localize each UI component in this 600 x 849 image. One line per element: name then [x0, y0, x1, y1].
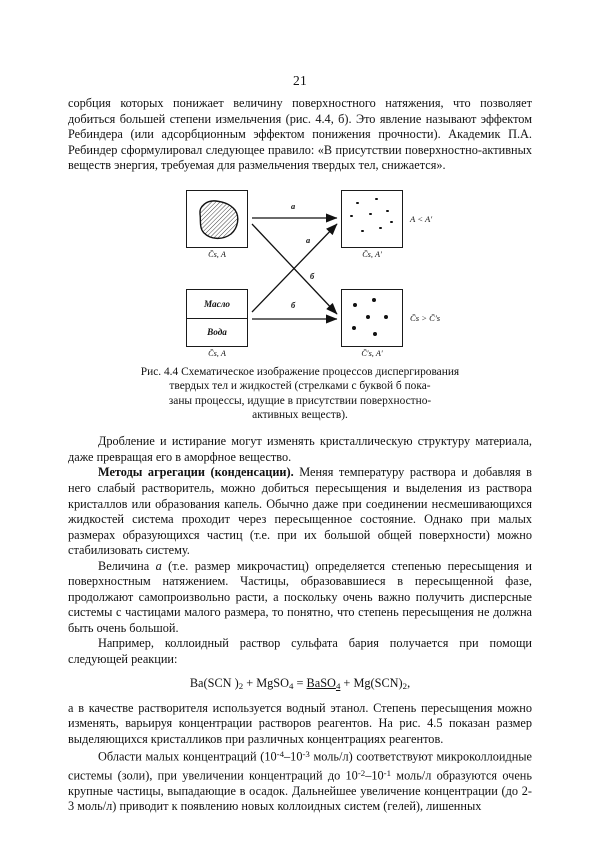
conc-text-d: –10	[365, 768, 384, 783]
figure-4-4	[68, 186, 532, 358]
eq-sub-4: 2	[402, 680, 408, 691]
figure-side-label-top: A < A′	[410, 213, 433, 224]
eq-sub-3: 4	[335, 680, 341, 691]
eq-tail: ,	[407, 675, 411, 690]
conc-sup-3: -2	[357, 767, 366, 778]
figure-box-emulsion	[341, 289, 403, 347]
conc-sup-1: -4	[276, 749, 285, 760]
spacer	[68, 358, 532, 365]
paragraph-concentrations	[68, 747, 532, 815]
aggregation-text: Меняя температуру раствора и добавляя в него слабый растворитель, можно добиться пересыщения и выделения из раствора кристаллов или образования капель. Обычно даже при соединении несмешивающихся жидкостей система проходит через пересыщенное состояние. Однако при малых размерах образующихся частиц (т.е. при их большой общей поверхности) можно стабилизовать систему.	[68, 465, 532, 558]
chemical-equation	[68, 675, 532, 694]
eq-reactant-1: Ba(SCN )	[189, 675, 239, 690]
figure-label-top-right: C̄ѕ, A′	[362, 249, 382, 259]
magnitude-text-b: (т.е. размер микрочастиц) определяется степенью пересыщения и поверхностным натяжением. Частицы, образовавшиеся в пересыщенной фазе, продолжают самопроизвольно расти, а поскольку очень важно получить дисперсные системы с частицами малого размера, то понятно, что степень пересыщения не должна быть очень большой.	[68, 558, 532, 635]
paragraph-magnitude	[68, 559, 532, 637]
caption-line-1: Рис. 4.4 Схематическое изображение процессов диспергирования	[140, 365, 460, 378]
figure-label-bottom-left: C̄ѕ, A	[208, 348, 226, 358]
page-number: 21	[292, 73, 308, 88]
magnitude-text-a: Величина	[98, 558, 156, 573]
arrow-label-top: а	[291, 201, 296, 211]
spacer	[68, 668, 532, 675]
conc-text-a: Области малых концентраций (10	[98, 750, 277, 765]
figure-side-label-bottom: C̄ѕ > C̄′ѕ	[410, 312, 441, 323]
figure-caption	[114, 365, 486, 423]
figure-diagram	[178, 186, 488, 358]
phase-water: Вода	[207, 326, 227, 337]
paragraph-example: Например, коллоидный раствор сульфата бария получается при помощи следующей реакции:	[68, 636, 532, 667]
symbol-a: а	[155, 558, 162, 573]
conc-sup-4: -1	[383, 767, 392, 778]
conc-text-b: –10	[284, 750, 303, 765]
caption-line-4: активных веществ).	[252, 408, 348, 421]
large-dots-group	[342, 290, 402, 346]
spacer	[68, 422, 532, 434]
small-dots-group	[342, 191, 402, 247]
paragraph-aggregation	[68, 465, 532, 558]
page-content	[68, 96, 532, 815]
caption-line-2: твердых тел и жидкостей (стрелками с буквой б пока-	[169, 380, 431, 393]
paragraph-grinding: Дробление и истирание могут изменять кристаллическую структуру материала, даже превращая его в аморфное вещество.	[68, 434, 532, 464]
spacer	[68, 694, 532, 701]
caption-line-3: заны процессы, идущие в присутствии поверхностно-	[168, 394, 432, 407]
figure-box-solid	[186, 190, 248, 248]
arrow-label-bottom: б	[291, 300, 296, 310]
eq-product-precipitate: BaSO	[306, 675, 336, 690]
conc-text-e: моль/л образуются очень крупные частицы, выпадающие в осадок. Дальнейшее увеличение концентрации (до 2-3 моль/л) приводит к появлению новых коллоидных систем (гелей), лишенных	[68, 768, 532, 814]
aggregation-heading: Методы агрегации (конденсации).	[98, 465, 294, 480]
conc-sup-2: -3	[302, 749, 310, 760]
hatched-blob-icon	[194, 198, 242, 242]
paragraph-intro: сорбция которых понижает величину поверхностного натяжения, что позволяет добиться большей степени измельчения (рис. 4.4, б). Это явление называют эффектом Ребиндера (или адсорбционным эффектом понижения прочности). Академик П.А. Ребиндер сформулировал следующее правило: «В присутствии поверхностно-активных веществ энергия, требуемая для размельчения твердых тел, снижается».	[68, 96, 532, 173]
eq-equals: =	[293, 675, 307, 690]
figure-box-dispersed-solid	[341, 190, 403, 248]
phase-oil: Масло	[203, 298, 231, 309]
arrow-label-diag-down: б	[310, 271, 315, 281]
eq-sub-1: 2	[238, 680, 244, 691]
figure-box-liquid	[186, 289, 248, 347]
conc-text-c: моль/л) соответствуют микроколлоидные системы (золи), при увеличении концентраций до 10	[68, 750, 532, 783]
spacer	[68, 174, 532, 186]
paragraph-solvent: а в качестве растворителя используется водный этанол. Степень пересыщения можно изменять, варьируя концентрации растворов реагентов. На рис. 4.5 показан размер выделяющихся кристалликов при различных концентрациях реагентов.	[68, 700, 532, 746]
figure-label-bottom-right: C̄′ѕ, A′	[361, 348, 383, 358]
arrow-label-diag-up: а	[306, 235, 311, 245]
eq-plus-1: + MgSO	[243, 675, 290, 690]
eq-sub-2: 4	[289, 680, 294, 691]
figure-label-top-left: C̄ѕ, A	[208, 249, 226, 259]
eq-plus-2: + Mg(SCN)	[340, 675, 403, 690]
